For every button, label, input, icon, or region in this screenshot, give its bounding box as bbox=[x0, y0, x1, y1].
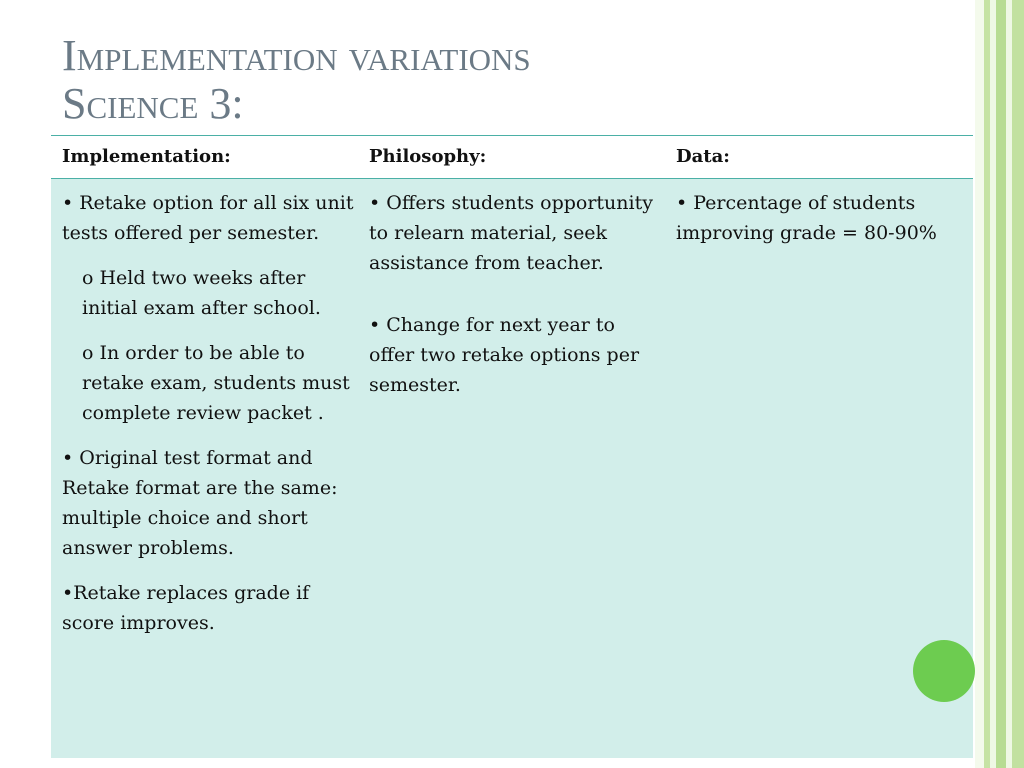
implementation-point: • Original test format and Retake format are the same: multiple choice and short answer problems. bbox=[62, 447, 338, 559]
decorative-green-circle bbox=[913, 640, 975, 702]
implementation-point: •Retake replaces grade if score improves. bbox=[62, 582, 310, 634]
cell-philosophy bbox=[358, 179, 665, 758]
implementation-point: • Retake option for all six unit tests offered per semester. bbox=[62, 192, 354, 244]
philosophy-point: • Offers students opportunity to relearn material, seek assistance from teacher. bbox=[369, 192, 653, 274]
slide-title bbox=[62, 32, 531, 128]
slide-title-line-1: Implementation variations bbox=[62, 31, 531, 80]
cell-implementation bbox=[51, 179, 358, 758]
slide-title-line-2: Science 3: bbox=[62, 79, 244, 128]
implementation-subpoint: o Held two weeks after initial exam after school. bbox=[82, 267, 321, 319]
implementation-subpoint: o In order to be able to retake exam, students must complete review packet . bbox=[82, 342, 350, 424]
table-header-row bbox=[51, 136, 973, 179]
header-implementation: Implementation: bbox=[62, 146, 231, 167]
variations-table bbox=[51, 135, 973, 758]
table-body-row bbox=[51, 179, 973, 758]
data-point: • Percentage of students improving grade = 80-90% bbox=[676, 192, 937, 244]
decorative-side-stripes bbox=[975, 0, 1024, 768]
header-philosophy: Philosophy: bbox=[369, 146, 487, 167]
header-data: Data: bbox=[676, 146, 730, 167]
philosophy-point: • Change for next year to offer two retake options per semester. bbox=[369, 314, 640, 396]
